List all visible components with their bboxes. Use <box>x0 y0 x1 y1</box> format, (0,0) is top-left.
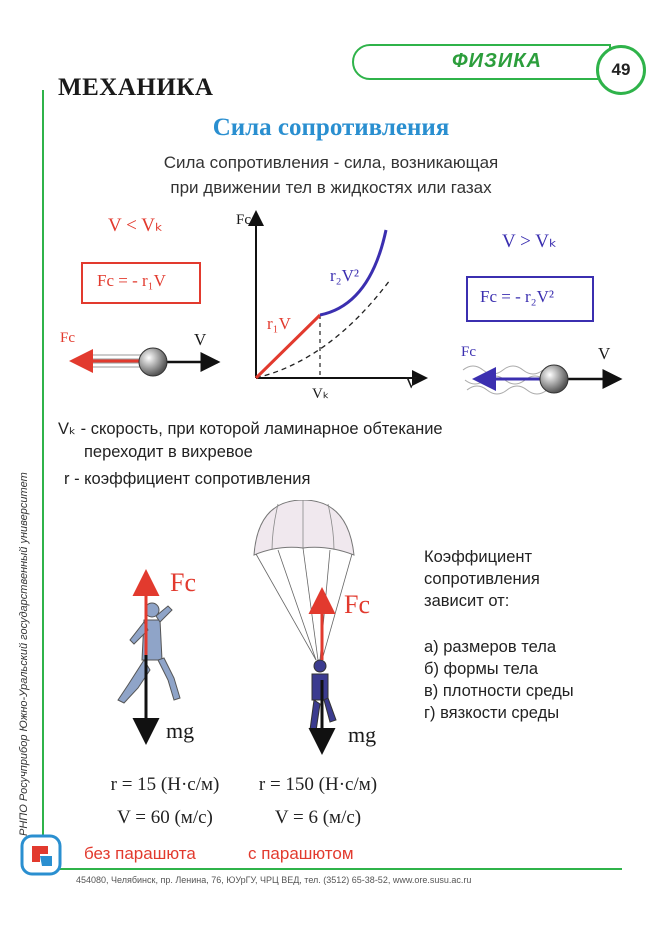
turbulent-force-label: Fc <box>461 344 476 360</box>
dependence-item: в) плотности среды <box>424 682 574 700</box>
turbulent-formula: Fc = - r₂V² <box>480 287 554 306</box>
parachutist-force-label: Fc <box>344 590 370 619</box>
publisher-logo <box>18 832 64 878</box>
dependence-item: а) размеров тела <box>424 638 557 656</box>
laminar-ball-diagram <box>58 322 228 382</box>
dependence-heading <box>424 546 540 612</box>
skydiver-gravity-label: mg <box>166 718 195 743</box>
section-title: МЕХАНИКА <box>58 74 214 101</box>
with-chute-stats <box>238 768 398 834</box>
turbulent-ball-diagram <box>455 350 630 410</box>
dependence-heading-2: сопротивления <box>424 570 540 588</box>
dependence-heading-1: Коэффициент <box>424 548 533 566</box>
r-definition: r - коэффициент сопротивления <box>64 470 311 488</box>
ball <box>139 348 167 376</box>
parachutist-figure <box>248 500 368 760</box>
with-chute-v: V = 6 (м/с) <box>274 807 362 828</box>
turbulent-condition: V > Vₖ <box>502 231 558 252</box>
no-chute-v: V = 60 (м/с) <box>117 807 213 828</box>
drag-force-graph <box>230 210 430 410</box>
turbulent-velocity-label: V <box>598 344 611 363</box>
graph-vk-label: Vₖ <box>312 386 330 402</box>
vk-definition <box>58 418 443 464</box>
graph-y-label: Fc <box>236 212 251 228</box>
laminar-force-label: Fc <box>60 330 75 346</box>
frame-bottom-line <box>42 868 622 870</box>
definition <box>0 150 662 200</box>
laminar-velocity-label: V <box>194 330 207 349</box>
skydiver-force-label: Fc <box>170 568 196 597</box>
frame-left-line <box>42 90 44 870</box>
parachute-canopy <box>254 500 354 555</box>
no-chute-r: r = 15 (Н·с/м) <box>110 774 220 795</box>
footer-address: 454080, Челябинск, пр. Ленина, 76, ЮУрГУ, ЧРЦ ВЕД, тел. (3512) 65-38-52, www.ore.susu.ac.ru <box>76 875 472 885</box>
skydiver-body <box>118 603 180 703</box>
parachute-lines <box>256 548 352 660</box>
laminar-condition: V < Vₖ <box>108 215 164 236</box>
with-chute-caption: с парашютом <box>248 844 354 863</box>
ball <box>540 365 568 393</box>
dependence-list <box>424 636 574 724</box>
parachutist-gravity-label: mg <box>348 722 377 747</box>
dependence-heading-3: зависит от: <box>424 592 510 610</box>
laminar-formula: Fc = - r₁V <box>97 271 166 290</box>
no-chute-stats <box>80 768 250 834</box>
subject-label: ФИЗИКА <box>452 50 542 72</box>
vk-definition-line-2: переходит в вихревое <box>84 443 253 461</box>
definition-line-2: при движении тел в жидкостях или газах <box>170 178 492 197</box>
graph-linear-label: r₁V <box>267 314 291 333</box>
vk-definition-line-1: Vₖ - скорость, при которой ламинарное обтекание <box>58 420 443 438</box>
graph-x-label: V <box>405 373 418 392</box>
page-title: Сила сопротивления <box>212 114 450 141</box>
graph-quadratic-label: r₂V² <box>330 266 359 285</box>
with-chute-r: r = 150 (Н·с/м) <box>258 774 378 795</box>
page-number: 49 <box>596 45 646 95</box>
no-chute-caption: без парашюта <box>84 844 196 863</box>
dependence-item: б) формы тела <box>424 660 539 678</box>
dependence-item: г) вязкости среды <box>424 704 560 722</box>
side-publisher-text: РНПО Росучприбор Южно-Уральский государственный университет <box>18 472 30 836</box>
definition-line-1: Сила сопротивления - сила, возникающая <box>163 153 499 172</box>
